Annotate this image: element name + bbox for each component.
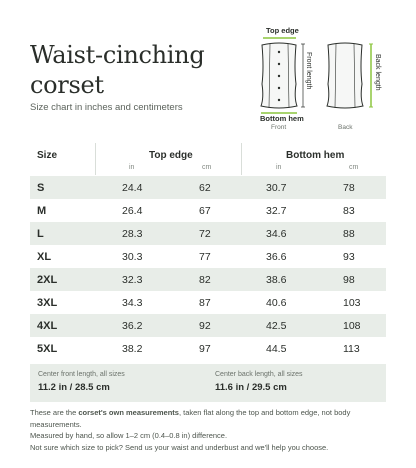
size-cell: 4XL bbox=[37, 320, 58, 332]
size-cell: 5XL bbox=[37, 343, 58, 355]
note-help: Not sure which size to pick? Send us your waist and underbust and we'll help you choose. bbox=[30, 442, 329, 452]
table-header bbox=[30, 143, 386, 175]
top-edge-label: Top edge bbox=[266, 26, 299, 35]
bottom-cm-cell: 78 bbox=[343, 182, 355, 194]
table-row bbox=[30, 291, 386, 314]
title-line-2: corset bbox=[30, 71, 104, 99]
table-row bbox=[30, 245, 386, 268]
bottom-cm-cell: 88 bbox=[343, 228, 355, 240]
top-edge-column-header: Top edge bbox=[149, 150, 193, 161]
top-edge-unit-cm: cm bbox=[202, 164, 212, 171]
corset-diagram bbox=[250, 22, 390, 132]
header-divider-1 bbox=[95, 143, 96, 175]
bottom-cm-cell: 108 bbox=[343, 320, 361, 332]
top-edge-unit-in: in bbox=[129, 164, 135, 171]
size-cell: M bbox=[37, 205, 47, 217]
top-in-cell: 26.4 bbox=[122, 205, 143, 217]
page-title bbox=[30, 40, 204, 100]
bottom-in-cell: 40.6 bbox=[266, 297, 287, 309]
size-cell: 2XL bbox=[37, 274, 58, 286]
size-notes bbox=[30, 407, 390, 453]
back-label: Back bbox=[338, 124, 353, 131]
size-table bbox=[30, 143, 386, 357]
bottom-in-cell: 32.7 bbox=[266, 205, 287, 217]
top-cm-cell: 72 bbox=[199, 228, 211, 240]
center-front-length-value: 11.2 in / 28.5 cm bbox=[38, 382, 110, 393]
top-cm-cell: 62 bbox=[199, 182, 211, 194]
size-cell: 3XL bbox=[37, 297, 58, 309]
top-in-cell: 34.3 bbox=[122, 297, 143, 309]
bottom-cm-cell: 98 bbox=[343, 274, 355, 286]
center-lengths-panel bbox=[30, 364, 386, 402]
center-back-length-label: Center back length, all sizes bbox=[215, 371, 303, 378]
size-column-header: Size bbox=[37, 150, 58, 161]
top-cm-cell: 82 bbox=[199, 274, 211, 286]
bottom-cm-cell: 103 bbox=[343, 297, 361, 309]
top-in-cell: 30.3 bbox=[122, 251, 143, 263]
header-divider-2 bbox=[241, 143, 242, 175]
top-cm-cell: 92 bbox=[199, 320, 211, 332]
bottom-hem-column-header: Bottom hem bbox=[286, 150, 345, 161]
table-row bbox=[30, 222, 386, 245]
front-length-label: Front length bbox=[305, 52, 312, 90]
bottom-hem-unit-in: in bbox=[276, 164, 282, 171]
corset-back-outline bbox=[327, 43, 363, 108]
top-cm-cell: 67 bbox=[199, 205, 211, 217]
size-cell: XL bbox=[37, 251, 52, 263]
bottom-in-cell: 38.6 bbox=[266, 274, 287, 286]
table-row bbox=[30, 176, 386, 199]
table-row bbox=[30, 314, 386, 337]
back-length-label: Back length bbox=[374, 54, 381, 91]
bottom-cm-cell: 113 bbox=[343, 343, 360, 355]
bottom-hem-unit-cm: cm bbox=[349, 164, 359, 171]
note-tolerance: Measured by hand, so allow 1–2 cm (0.4–0.8 in) difference. bbox=[30, 431, 228, 440]
bottom-in-cell: 42.5 bbox=[266, 320, 287, 332]
size-cell: S bbox=[37, 182, 45, 194]
center-front-length-label: Center front length, all sizes bbox=[38, 371, 125, 378]
front-label: Front bbox=[271, 124, 287, 131]
top-in-cell: 24.4 bbox=[122, 182, 143, 194]
size-cell: L bbox=[37, 228, 44, 240]
bottom-cm-cell: 83 bbox=[343, 205, 355, 217]
table-row bbox=[30, 199, 386, 222]
top-in-cell: 36.2 bbox=[122, 320, 143, 332]
bottom-in-cell: 44.5 bbox=[266, 343, 287, 355]
table-row bbox=[30, 268, 386, 291]
bottom-in-cell: 34.6 bbox=[266, 228, 287, 240]
note-measurements: These are the corset's own measurements, taken flat along the top and bottom edge, not body measurements. bbox=[30, 408, 351, 429]
center-back-length-value: 11.6 in / 29.5 cm bbox=[215, 382, 287, 393]
title-line-1: Waist-cinching bbox=[30, 41, 205, 69]
top-in-cell: 32.3 bbox=[122, 274, 143, 286]
bottom-cm-cell: 93 bbox=[343, 251, 355, 263]
page-subtitle: Size chart in inches and centimeters bbox=[30, 102, 183, 113]
note-emphasis: corset's own measurements bbox=[78, 408, 179, 417]
table-row bbox=[30, 337, 386, 357]
corset-diagram-svg bbox=[250, 22, 390, 132]
top-cm-cell: 77 bbox=[199, 251, 211, 263]
top-in-cell: 28.3 bbox=[122, 228, 143, 240]
top-cm-cell: 87 bbox=[199, 297, 211, 309]
bottom-in-cell: 30.7 bbox=[266, 182, 287, 194]
top-in-cell: 38.2 bbox=[122, 343, 143, 355]
bottom-hem-label: Bottom hem bbox=[260, 114, 304, 123]
top-cm-cell: 97 bbox=[199, 343, 211, 355]
bottom-in-cell: 36.6 bbox=[266, 251, 287, 263]
